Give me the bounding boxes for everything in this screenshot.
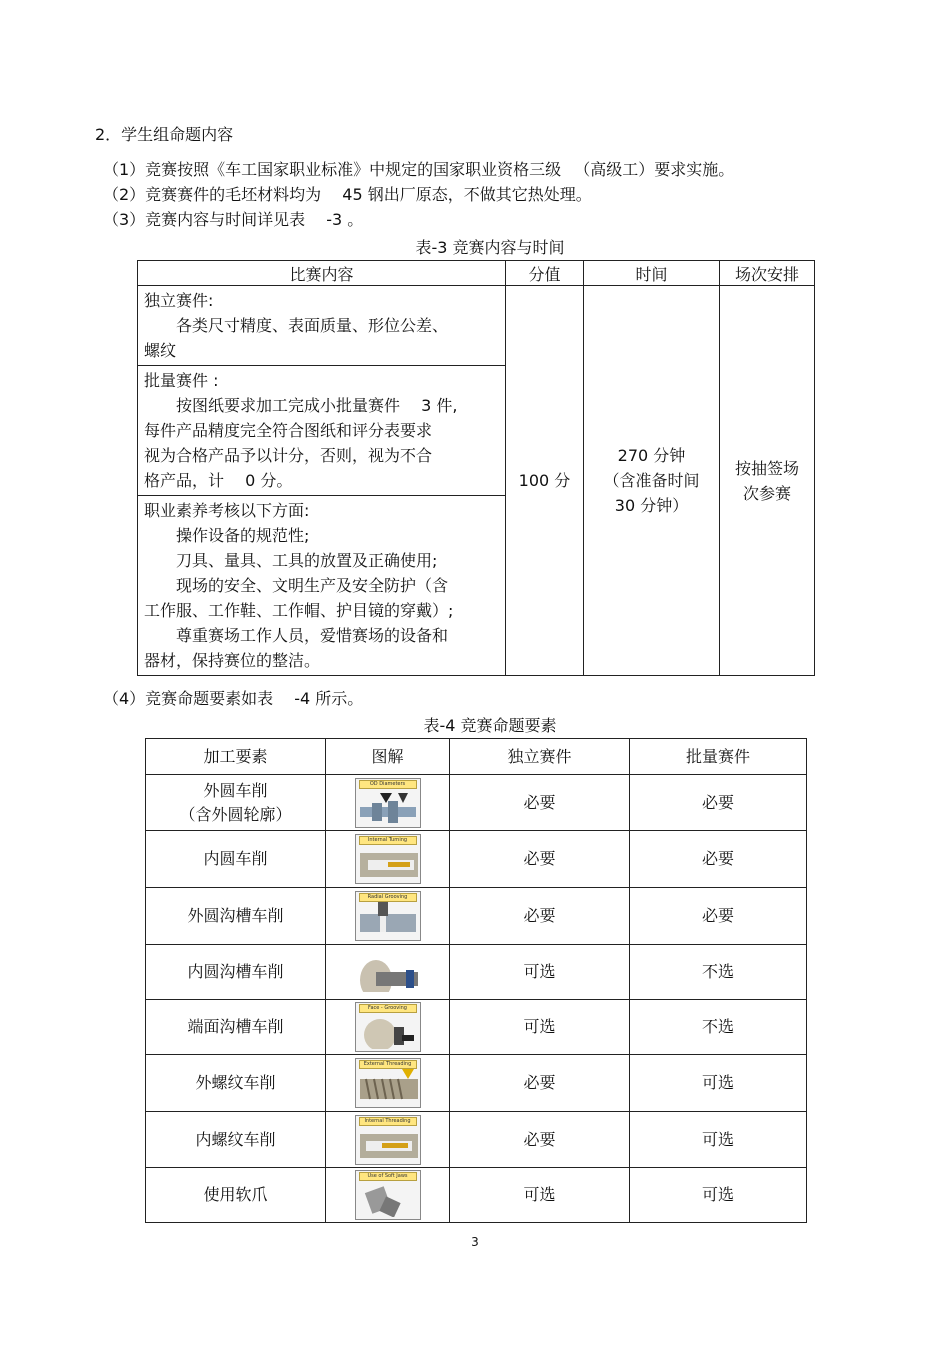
header-illustration: 图解 bbox=[326, 739, 450, 775]
internal-threading-icon bbox=[355, 1115, 421, 1165]
element-cell bbox=[146, 775, 326, 831]
illustration-cell bbox=[326, 831, 450, 888]
soft-jaws-icon bbox=[355, 1170, 421, 1220]
block1-line: 螺纹 bbox=[144, 341, 177, 360]
time-line: 30 分钟） bbox=[614, 496, 689, 515]
radial-grooving-icon bbox=[355, 891, 421, 941]
block1-line: 独立赛件: bbox=[144, 291, 214, 310]
face-grooving-icon bbox=[355, 1002, 421, 1052]
time-line: 270 分钟 bbox=[617, 446, 686, 465]
independent-cell: 必要 bbox=[450, 831, 630, 888]
arrangement-cell bbox=[720, 286, 815, 676]
table3-caption: 表-3 竞赛内容与时间 bbox=[415, 238, 565, 257]
table-row bbox=[146, 1168, 807, 1223]
block2-line: 每件产品精度完全符合图纸和评分表要求 bbox=[144, 421, 433, 440]
thumb-caption: Radial Grooving bbox=[359, 893, 417, 902]
independent-cell: 必要 bbox=[450, 1112, 630, 1168]
od-turning-icon bbox=[355, 778, 421, 828]
thumb-caption: Use of Soft Jaws bbox=[359, 1172, 417, 1181]
item-2: （2）竞赛赛件的毛坯材料均为 45 钢出厂原态，不做其它热处理。 bbox=[103, 185, 592, 204]
thumb-caption: Face - Grooving bbox=[359, 1004, 417, 1013]
item-4: （4）竞赛命题要素如表 -4 所示。 bbox=[103, 689, 364, 708]
independent-cell: 必要 bbox=[450, 1055, 630, 1112]
header-independent: 独立赛件 bbox=[450, 739, 630, 775]
block3-line: 操作设备的规范性; bbox=[144, 526, 310, 545]
illustration-cell bbox=[326, 775, 450, 831]
thumb-caption: Internal Turning bbox=[359, 836, 417, 845]
competition-time-table bbox=[137, 260, 815, 676]
batch-cell: 不选 bbox=[630, 1000, 807, 1055]
block1-line: 各类尺寸精度、表面质量、形位公差、 bbox=[144, 316, 449, 335]
item-3: （3）竞赛内容与时间详见表 -3 。 bbox=[103, 210, 364, 229]
illustration-cell bbox=[326, 945, 450, 1000]
header-arrangement: 场次安排 bbox=[720, 261, 815, 286]
block2-line: 视为合格产品予以计分，否则，视为不合 bbox=[144, 446, 433, 465]
header-score: 分值 bbox=[506, 261, 584, 286]
table-row bbox=[146, 831, 807, 888]
batch-cell: 可选 bbox=[630, 1112, 807, 1168]
professional-quality-cell bbox=[138, 496, 506, 676]
independent-cell: 可选 bbox=[450, 945, 630, 1000]
time-cell bbox=[584, 286, 720, 676]
thumb-caption: External Threading bbox=[359, 1060, 417, 1069]
section-heading: 2．学生组命题内容 bbox=[95, 125, 234, 144]
element-name: 内螺纹车削 bbox=[195, 1129, 276, 1149]
block2-line: 格产品，计 0 分。 bbox=[144, 471, 293, 490]
element-sub: （含外圆轮廓） bbox=[179, 804, 292, 824]
header-content: 比赛内容 bbox=[138, 261, 506, 286]
page-number: 3 bbox=[471, 1235, 479, 1249]
batch-cell: 可选 bbox=[630, 1168, 807, 1223]
internal-grooving-icon bbox=[354, 946, 422, 998]
element-name: 外圆沟槽车削 bbox=[187, 906, 284, 925]
score-value: 100 分 bbox=[518, 471, 571, 490]
block3-line: 器材，保持赛位的整洁。 bbox=[144, 651, 321, 670]
element-name: 内圆沟槽车削 bbox=[187, 962, 284, 981]
illustration-cell bbox=[326, 888, 450, 945]
element-cell bbox=[146, 831, 326, 888]
independent-cell: 可选 bbox=[450, 1000, 630, 1055]
table-row bbox=[146, 945, 807, 1000]
element-name: 使用软爪 bbox=[203, 1185, 268, 1204]
independent-part-cell bbox=[138, 286, 506, 366]
block3-line: 现场的安全、文明生产及安全防护（含 bbox=[144, 576, 449, 595]
batch-cell: 不选 bbox=[630, 945, 807, 1000]
thumb-caption: OD Diameters bbox=[359, 780, 417, 789]
element-cell bbox=[146, 1000, 326, 1055]
arrangement-line: 按抽签场 bbox=[734, 458, 799, 478]
element-cell bbox=[146, 1168, 326, 1223]
batch-cell: 可选 bbox=[630, 1055, 807, 1112]
illustration-cell bbox=[326, 1055, 450, 1112]
header-batch: 批量赛件 bbox=[630, 739, 807, 775]
element-name: 外圆车削 bbox=[203, 780, 268, 800]
block3-line: 工作服、工作鞋、工作帽、护目镜的穿戴）; bbox=[144, 601, 454, 620]
element-name: 内圆车削 bbox=[203, 849, 268, 868]
thumb-caption: Internal Threading bbox=[359, 1117, 417, 1126]
batch-cell: 必要 bbox=[630, 888, 807, 945]
time-line: （含准备时间 bbox=[603, 471, 700, 490]
illustration-cell bbox=[326, 1168, 450, 1223]
arrangement-line: 次参赛 bbox=[742, 483, 791, 503]
element-cell bbox=[146, 945, 326, 1000]
header-time: 时间 bbox=[584, 261, 720, 286]
header-element: 加工要素 bbox=[146, 739, 326, 775]
element-name: 端面沟槽车削 bbox=[187, 1017, 284, 1036]
illustration-cell bbox=[326, 1000, 450, 1055]
batch-cell: 必要 bbox=[630, 831, 807, 888]
element-name: 外螺纹车削 bbox=[195, 1073, 276, 1092]
machining-elements-table bbox=[145, 738, 807, 1223]
illustration-cell bbox=[326, 1112, 450, 1168]
item-1: （1）竞赛按照《车工国家职业标准》中规定的国家职业资格三级 （高级工）要求实施。 bbox=[103, 160, 735, 179]
independent-cell: 必要 bbox=[450, 888, 630, 945]
block3-line: 职业素养考核以下方面: bbox=[144, 501, 310, 520]
score-cell bbox=[506, 286, 584, 676]
external-threading-icon bbox=[355, 1058, 421, 1108]
element-cell bbox=[146, 1055, 326, 1112]
independent-cell: 必要 bbox=[450, 775, 630, 831]
table-row bbox=[146, 775, 807, 831]
batch-part-cell bbox=[138, 366, 506, 496]
block2-line: 批量赛件 : bbox=[144, 371, 219, 390]
table-row bbox=[146, 888, 807, 945]
internal-turning-icon bbox=[355, 834, 421, 884]
batch-cell: 必要 bbox=[630, 775, 807, 831]
table4-caption: 表-4 竞赛命题要素 bbox=[423, 716, 557, 735]
independent-cell: 可选 bbox=[450, 1168, 630, 1223]
element-cell bbox=[146, 1112, 326, 1168]
table-row bbox=[146, 1000, 807, 1055]
block3-line: 刀具、量具、工具的放置及正确使用; bbox=[144, 551, 438, 570]
block3-line: 尊重赛场工作人员，爱惜赛场的设备和 bbox=[144, 626, 449, 645]
table-row bbox=[146, 1055, 807, 1112]
element-cell bbox=[146, 888, 326, 945]
block2-line: 按图纸要求加工完成小批量赛件 3 件, bbox=[144, 396, 458, 415]
table-row bbox=[146, 1112, 807, 1168]
